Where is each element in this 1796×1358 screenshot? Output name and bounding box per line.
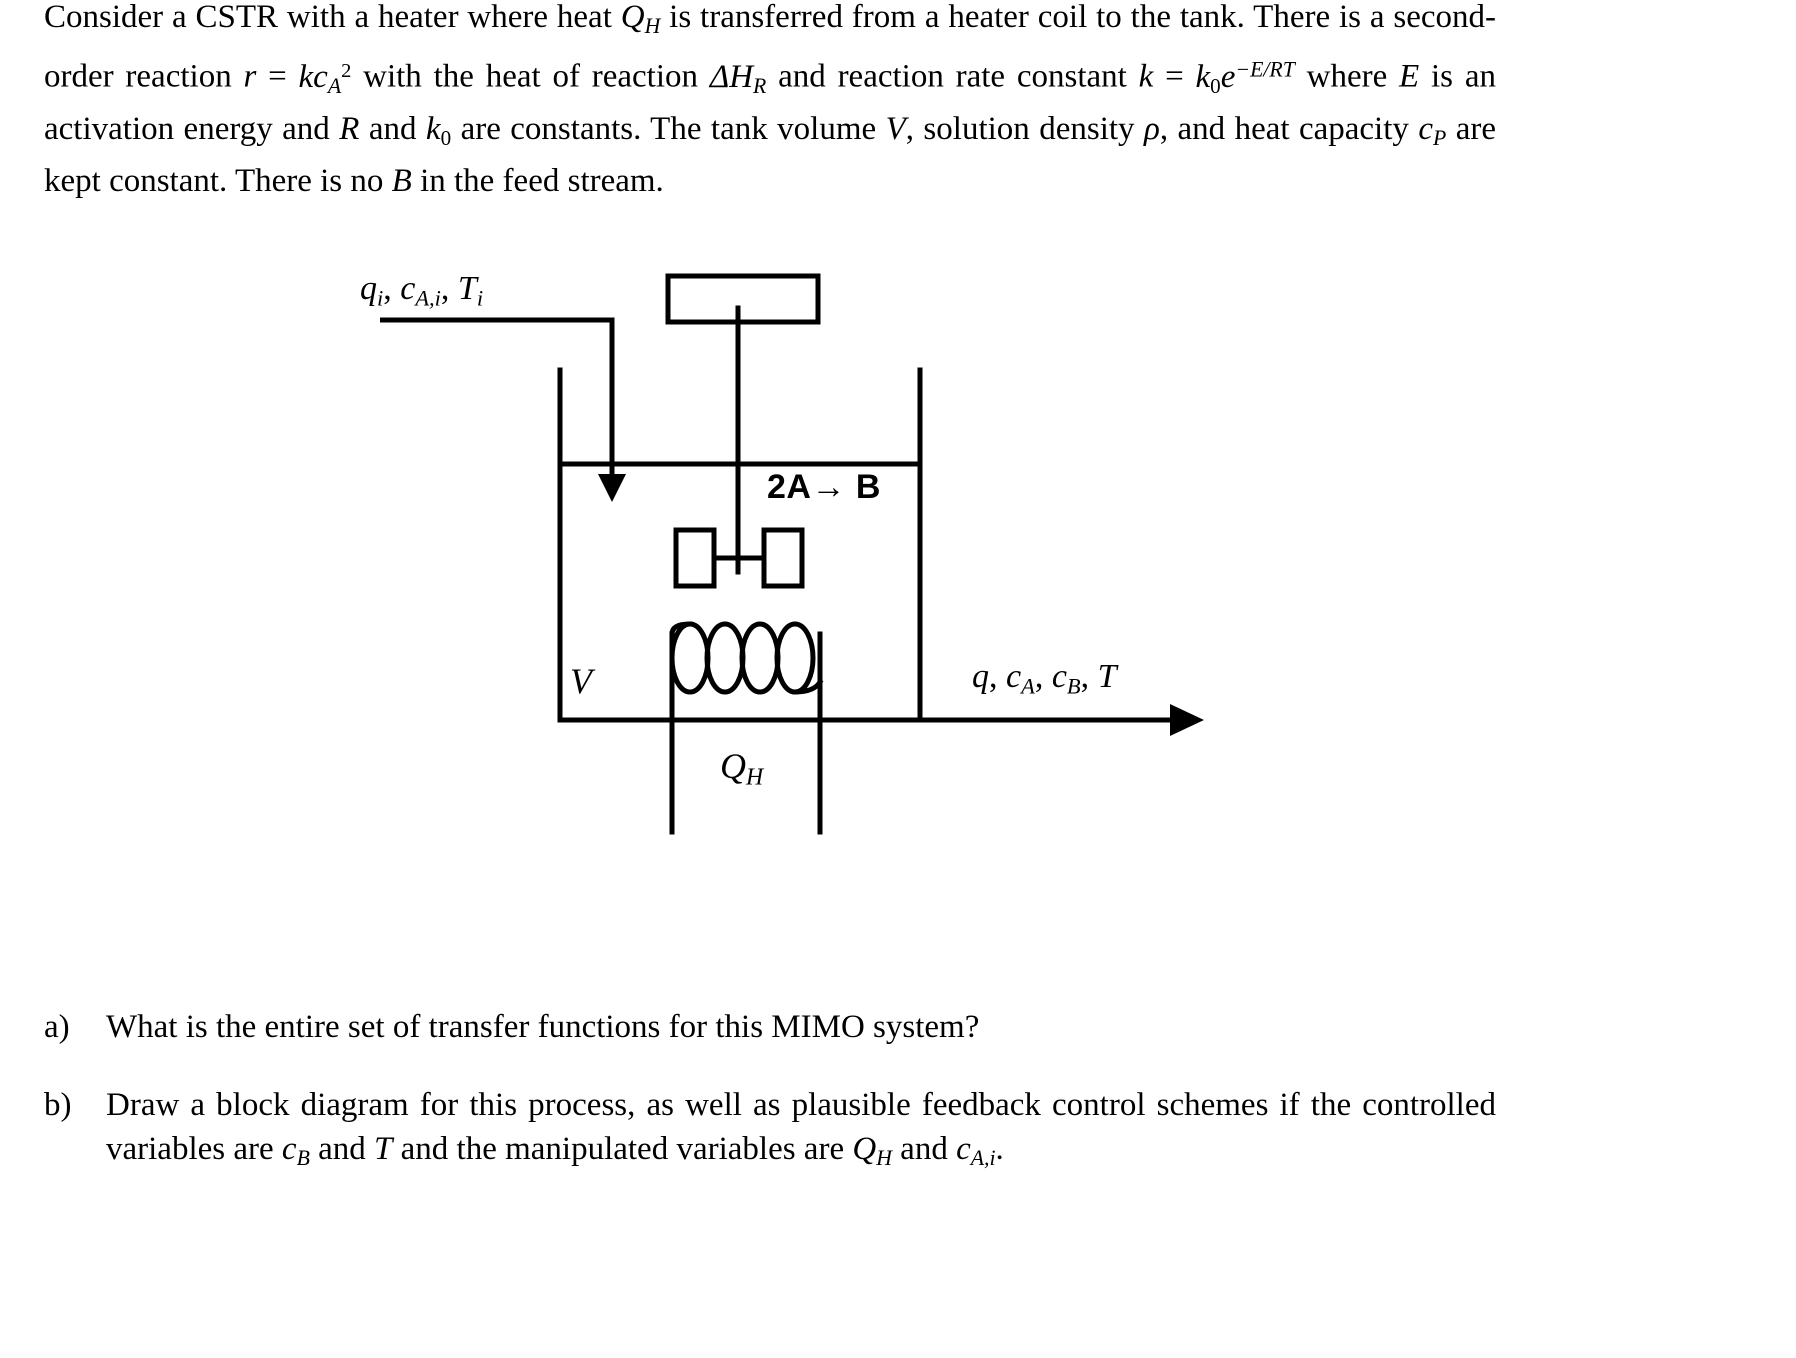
outlet-cA: c [1006, 658, 1022, 695]
symbol-e: e [1220, 58, 1236, 95]
statement-text-5: where [1294, 58, 1400, 95]
outlet-sep-1: , [989, 658, 1006, 695]
inlet-stream-label [360, 270, 483, 311]
cstr-diagram [360, 262, 1380, 852]
symbol-k0-second: k [425, 110, 441, 147]
statement-text-2: is transferred from a heater coil to the tank. There is a second-order reaction [44, 0, 1496, 95]
statement-text-9: , solution density [905, 110, 1144, 147]
inlet-c: c [400, 270, 416, 307]
inlet-sep-1: , [383, 270, 401, 307]
statement-text-11: are kept constant. There is no [44, 110, 1496, 199]
statement-text-7: and [359, 110, 426, 147]
question-b-line1: Draw a block diagram for this process, as well as plausible feedback control schemes if [106, 1087, 1300, 1123]
question-b [44, 1083, 1496, 1180]
symbol-kcA-subscript: A [327, 73, 342, 98]
question-b-text-a: the controlled variables are [106, 1087, 1496, 1167]
statement-text-12: in the feed stream. [411, 162, 664, 199]
outlet-sep-3: , [1080, 658, 1098, 695]
outlet-sep-2: , [1034, 658, 1052, 695]
questions-list [44, 1005, 1496, 1214]
symbol-k0: k [1195, 58, 1211, 95]
problem-statement [44, 0, 1496, 203]
statement-text-8: are constants. The tank volume [451, 110, 886, 147]
question-b-T: T [374, 1131, 393, 1167]
inlet-arrowhead [598, 474, 626, 502]
heater-coil [672, 624, 820, 692]
inlet-q: q [360, 270, 377, 307]
question-b-cB-subscript: B [296, 1146, 310, 1171]
question-b-QH-subscript: H [876, 1146, 892, 1171]
question-b-cAi-subscript: A,i [970, 1146, 996, 1171]
inlet-T: T [457, 270, 477, 307]
inlet-T-subscript: i [476, 285, 484, 311]
inlet-sep-2: , [440, 270, 458, 307]
question-a [44, 1005, 1496, 1049]
outlet-cB: c [1051, 658, 1067, 695]
question-b-cB: c [281, 1131, 297, 1167]
question-a-marker: a) [44, 1009, 70, 1045]
equals-1: = [256, 58, 299, 95]
tank-volume-label: V [570, 661, 592, 701]
equals-2: = [1153, 58, 1196, 95]
outlet-q: q [972, 658, 989, 695]
symbol-e-exponent: −E/RT [1235, 57, 1295, 82]
symbol-cP-subscript: P [1432, 125, 1447, 150]
question-b-marker: b) [44, 1087, 72, 1123]
question-b-text-e: . [995, 1131, 1004, 1167]
motor-box [668, 276, 818, 322]
outlet-stream-label [972, 658, 1117, 699]
statement-text-4: and reaction rate constant [766, 58, 1139, 95]
impeller-blade-right [764, 530, 802, 586]
heat-Q-subscript: H [746, 764, 764, 791]
symbol-k0-subscript: 0 [1210, 73, 1221, 98]
question-a-text: What is the entire set of transfer functions for this MIMO system? [106, 1009, 980, 1045]
question-b-text-b: and [309, 1131, 375, 1167]
symbol-k0-second-subscript: 0 [440, 125, 452, 150]
outlet-T: T [1097, 658, 1117, 695]
question-b-text-c: and the manipulated variables are [392, 1131, 853, 1167]
symbol-r: r [243, 58, 257, 95]
symbol-QH-subscript: H [644, 14, 661, 39]
symbol-V: V [885, 110, 906, 147]
statement-text-6: is an activation energy and [44, 58, 1496, 147]
symbol-deltaHR: ΔH [709, 58, 754, 95]
cstr-schematic [380, 262, 1380, 852]
outlet-cA-subscript: A [1021, 673, 1035, 699]
symbol-cP: c [1418, 110, 1433, 147]
symbol-E: E [1399, 58, 1420, 95]
symbol-kcA-exponent: 2 [341, 59, 352, 82]
symbol-rho: ρ [1143, 110, 1160, 147]
heat-duty-label [720, 745, 763, 792]
outlet-cB-subscript: B [1066, 673, 1081, 699]
symbol-QH: Q [620, 0, 645, 35]
question-b-cAi: c [956, 1131, 971, 1167]
outlet-arrowhead [1170, 704, 1204, 736]
impeller-blade-left [676, 530, 714, 586]
symbol-k: k [1138, 58, 1154, 95]
symbol-R: R [339, 110, 360, 147]
statement-text-3: with the heat of reaction [351, 58, 710, 95]
statement-text-10: , and heat capacity [1159, 110, 1419, 147]
symbol-deltaHR-subscript: R [753, 73, 767, 98]
inlet-q-subscript: i [377, 285, 384, 311]
inlet-c-subscript: A,i [415, 285, 441, 311]
question-b-QH: Q [852, 1131, 877, 1167]
symbol-B: B [391, 162, 412, 199]
statement-text-1: Consider a CSTR with a heater where heat [44, 0, 621, 35]
heat-Q: Q [720, 746, 746, 786]
reaction-label: 2A→ B [767, 468, 881, 506]
question-b-text-d: and [891, 1131, 957, 1167]
question-b-text [106, 1083, 1496, 1180]
symbol-kcA: kc [298, 58, 328, 95]
